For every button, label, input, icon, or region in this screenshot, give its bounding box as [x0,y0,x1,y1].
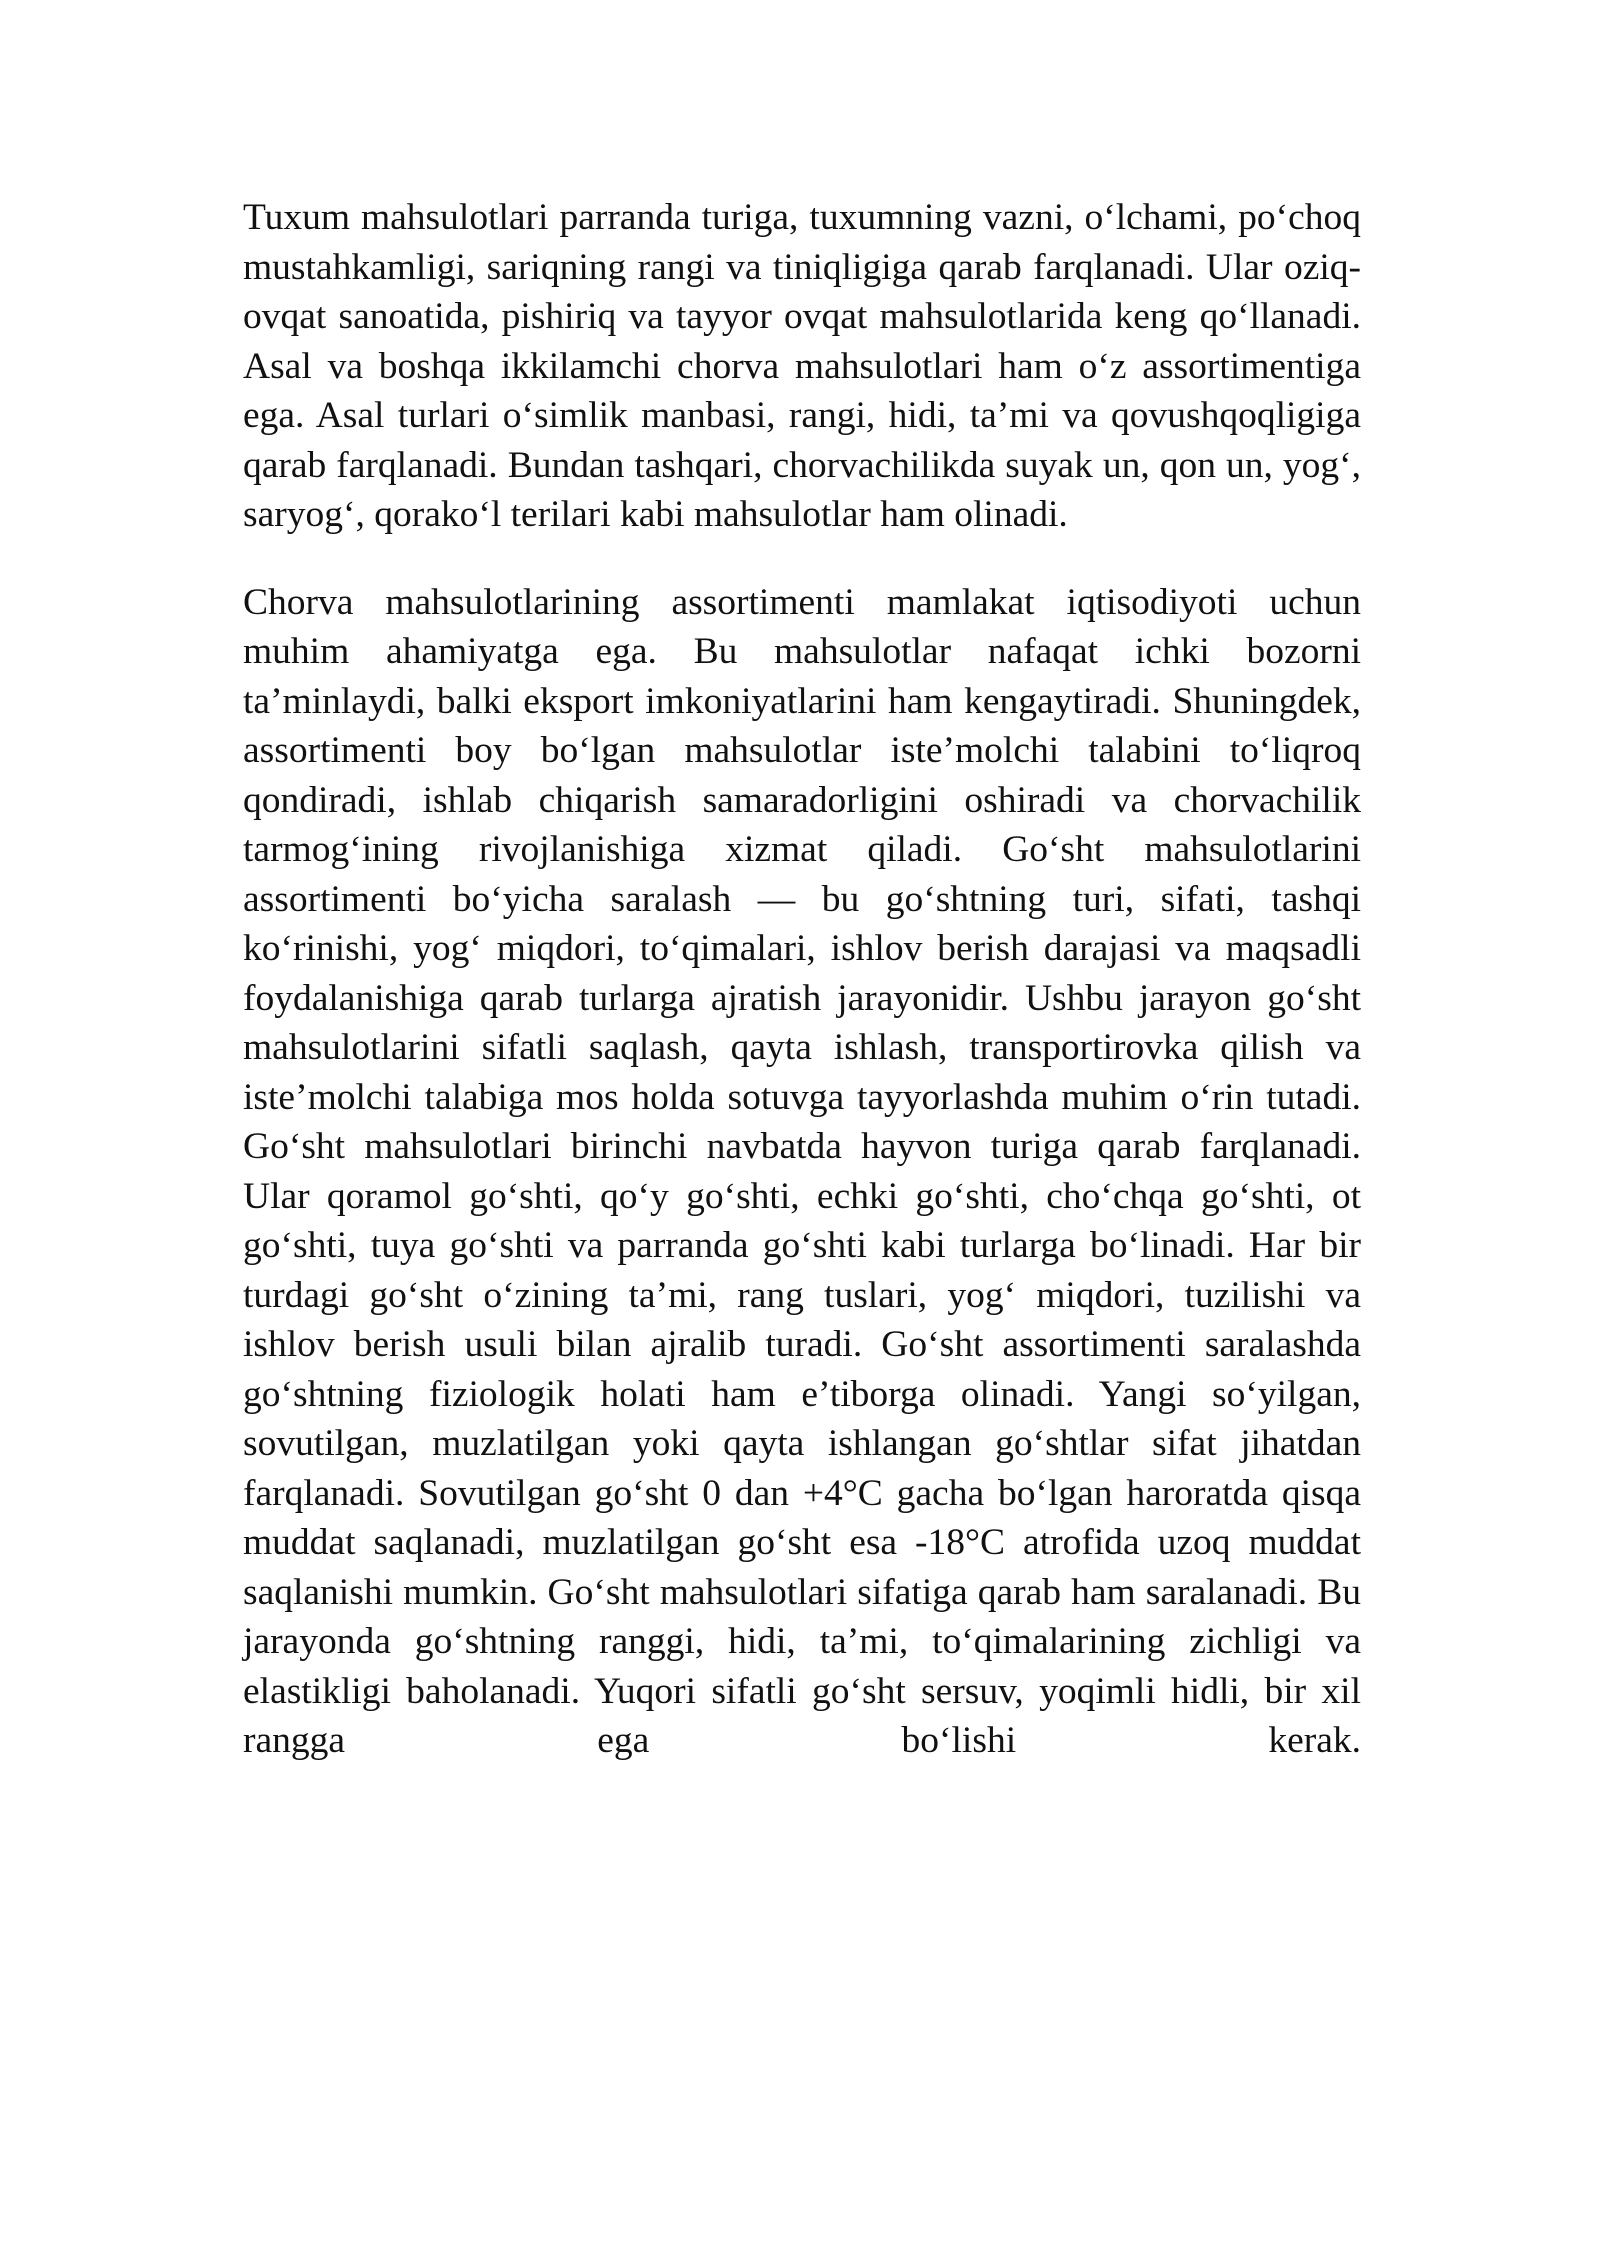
paragraph-eggs-honey: Tuxum mahsulotlari parranda turiga, tuxumning vazni, o‘lchami, po‘choq mustahkamligi, sariqning rangi va tiniqligiga qarab farqlanadi. Ular oziq-ovqat sanoatida, pishiriq va tayyor ovqat mahsulotlarida keng qo‘llanadi. Asal va boshqa ikkilamchi chorva mahsulotlari ham o‘z assortimentiga ega. Asal turlari o‘simlik manbasi, rangi, hidi, ta’mi va qovushqoqligiga qarab farqlanadi. Bundan tashqari, chorvachilikda suyak un, qon un, yog‘, saryog‘, qorako‘l terilari kabi mahsulotlar ham olinadi. [243,197,1361,535]
paragraph-livestock-assortment: Chorva mahsulotlarining assortimenti mamlakat iqtisodiyoti uchun muhim ahamiyatga ega. Bu mahsulotlar nafaqat ichki bozorni ta’minlaydi, balki eksport imkoniyatlarini ham kengaytiradi. Shuningdek, assortimenti boy bo‘lgan mahsulotlar iste’molchi talabini to‘liqroq qondiradi, ishlab chiqarish samaradorligini oshiradi va chorvachilik tarmog‘ining rivojlanishiga xizmat qiladi. Go‘sht mahsulotlarini assortimenti bo‘yicha saralash — bu go‘shtning turi, sifati, tashqi ko‘rinishi, yog‘ miqdori, to‘qimalari, ishlov berish darajasi va maqsadli foydalanishiga qarab turlarga ajratish jarayonidir. Ushbu jarayon go‘sht mahsulotlarini sifatli saqlash, qayta ishlash, transportirovka qilish va iste’molchi talabiga mos holda sotuvga tayyorlashda muhim o‘rin tutadi. Go‘sht mahsulotlari birinchi navbatda hayvon turiga qarab farqlanadi. Ular qoramol go‘shti, qo‘y go‘shti, echki go‘shti, cho‘chqa go‘shti, ot go‘shti, tuya go‘shti va parranda go‘shti kabi turlarga bo‘linadi. Har bir turdagi go‘sht o‘zining ta’mi, rang tuslari, yog‘ miqdori, tuzilishi va ishlov berish usuli bilan ajralib turadi. Go‘sht assortimenti saralashda go‘shtning fiziologik holati ham e’tiborga olinadi. Yangi so‘yilgan, sovutilgan, muzlatilgan yoki qayta ishlangan go‘shtlar sifat jihatdan farqlanadi. Sovutilgan go‘sht 0 dan +4°C gacha bo‘lgan haroratda qisqa muddat saqlanadi, muzlatilgan go‘sht esa -18°C atrofida uzoq muddat saqlanishi mumkin. Go‘sht mahsulotlari sifatiga qarab ham saralanadi. Bu jarayonda go‘shtning ranggi, hidi, ta’mi, to‘qimalarining zichligi va elastikligi baholanadi. Yuqori sifatli go‘sht sersuv, yoqimli hidli, bir xil rangga ega bo‘lishi kerak. [243,581,1361,1761]
document-page [243,193,1361,1766]
